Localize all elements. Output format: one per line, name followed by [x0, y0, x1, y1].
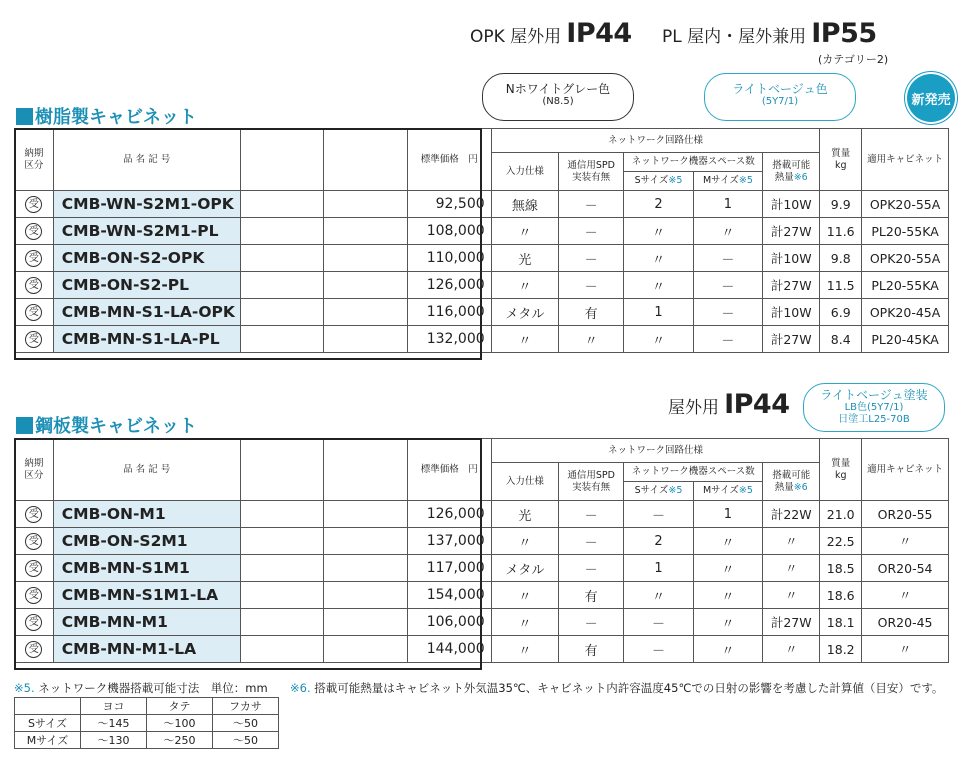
- table-row: [15, 245, 949, 272]
- cabinet-cell: OR20-54: [862, 555, 949, 582]
- opk-label: OPK 屋外用: [470, 27, 562, 47]
- delivery-cell: [15, 299, 54, 326]
- heat-cell: 計22W: [763, 501, 820, 528]
- spd-cell: －: [559, 555, 624, 582]
- cabinet-cell: OPK20-45A: [862, 299, 949, 326]
- m-size-cell: －: [693, 245, 762, 272]
- blank-cell: [240, 299, 324, 326]
- device-space-header: ネットワーク機器スペース数: [624, 463, 763, 482]
- s-size-header: Sサイズ※5: [624, 482, 693, 501]
- spd-cell: 有: [559, 582, 624, 609]
- cabinet-header: 適用キャビネット: [862, 439, 949, 501]
- s-size-cell: 〃: [624, 582, 693, 609]
- paint-color-pill: ライトベージュ塗装 LB色(5Y7/1) 日塗工L25-70B: [803, 383, 945, 432]
- cabinet-cell: 〃: [862, 636, 949, 663]
- input-cell: 無線: [491, 191, 558, 218]
- steel-outdoor-label: 屋外用: [668, 398, 719, 418]
- pl-rating-group: [662, 18, 877, 49]
- s-size-cell: －: [624, 501, 693, 528]
- price-cell: 126,000: [407, 272, 491, 299]
- delivery-mark-icon: 受: [25, 196, 42, 213]
- s-size-cell: 1: [624, 299, 693, 326]
- s-size-cell: －: [624, 609, 693, 636]
- weight-cell: 11.6: [820, 218, 862, 245]
- section-square-icon: [16, 417, 33, 434]
- spd-cell: －: [559, 609, 624, 636]
- size-table-cell: Sサイズ: [15, 715, 81, 732]
- cabinet-cell: OPK20-55A: [862, 191, 949, 218]
- s-size-cell: 〃: [624, 218, 693, 245]
- price-cell: 117,000: [407, 555, 491, 582]
- delivery-cell: [15, 609, 54, 636]
- blank-cell: [240, 326, 324, 353]
- blank-cell: [240, 555, 324, 582]
- blank-header: [324, 439, 408, 501]
- input-cell: 〃: [491, 582, 558, 609]
- m-size-cell: －: [693, 326, 762, 353]
- heat-cell: 〃: [763, 582, 820, 609]
- spd-cell: 有: [559, 299, 624, 326]
- delivery-mark-icon: 受: [25, 506, 42, 523]
- m-size-header: Mサイズ※5: [693, 172, 762, 191]
- input-cell: 〃: [491, 326, 558, 353]
- table-row: [15, 326, 949, 353]
- network-spec-header: ネットワーク回路仕様: [491, 129, 820, 153]
- cabinet-cell: PL20-55KA: [862, 272, 949, 299]
- input-cell: 光: [491, 245, 558, 272]
- spd-header: 通信用SPD 実装有無: [559, 153, 624, 191]
- price-cell: 116,000: [407, 299, 491, 326]
- m-size-cell: 〃: [693, 528, 762, 555]
- spd-cell: 〃: [559, 326, 624, 353]
- weight-cell: 22.5: [820, 528, 862, 555]
- blank-header: [240, 439, 324, 501]
- heat-cell: 計10W: [763, 191, 820, 218]
- spd-header: 通信用SPD 実装有無: [559, 463, 624, 501]
- blank-cell: [324, 609, 408, 636]
- blank-cell: [240, 528, 324, 555]
- heat-cell: 計10W: [763, 245, 820, 272]
- blank-cell: [240, 272, 324, 299]
- s-size-cell: 2: [624, 191, 693, 218]
- weight-cell: 9.9: [820, 191, 862, 218]
- price-cell: 154,000: [407, 582, 491, 609]
- steel-rating-group: [668, 389, 790, 420]
- blank-cell: [240, 218, 324, 245]
- model-cell: CMB-MN-S1M1: [53, 555, 240, 582]
- cabinet-cell: OPK20-55A: [862, 245, 949, 272]
- input-cell: メタル: [491, 299, 558, 326]
- heat-cell: 〃: [763, 636, 820, 663]
- m-size-cell: 〃: [693, 218, 762, 245]
- weight-header: 質量 kg: [820, 129, 862, 191]
- weight-cell: 18.1: [820, 609, 862, 636]
- model-header: 品 名 記 号: [53, 439, 240, 501]
- weight-cell: 9.8: [820, 245, 862, 272]
- blank-cell: [324, 555, 408, 582]
- model-cell: CMB-MN-S1-LA-OPK: [53, 299, 240, 326]
- price-cell: 144,000: [407, 636, 491, 663]
- pl-rating: IP55: [811, 18, 877, 49]
- spd-cell: －: [559, 245, 624, 272]
- price-cell: 110,000: [407, 245, 491, 272]
- note-5: ※5. ネットワーク機器搭載可能寸法 単位：mm: [14, 681, 268, 695]
- table-row: [15, 299, 949, 326]
- price-cell: 126,000: [407, 501, 491, 528]
- cabinet-cell: 〃: [862, 528, 949, 555]
- m-size-cell: 1: [693, 501, 762, 528]
- m-size-cell: 〃: [693, 609, 762, 636]
- input-cell: 〃: [491, 272, 558, 299]
- model-cell: CMB-ON-S2M1: [53, 528, 240, 555]
- size-dimension-table: [14, 697, 279, 749]
- s-size-cell: －: [624, 636, 693, 663]
- price-cell: 108,000: [407, 218, 491, 245]
- s-size-cell: 〃: [624, 245, 693, 272]
- weight-cell: 18.6: [820, 582, 862, 609]
- size-table-cell: ～50: [213, 732, 279, 749]
- model-cell: CMB-MN-M1-LA: [53, 636, 240, 663]
- table-row: [15, 528, 949, 555]
- delivery-mark-icon: 受: [25, 614, 42, 631]
- steel-outdoor-rating: IP44: [724, 389, 790, 420]
- delivery-mark-icon: 受: [25, 587, 42, 604]
- heat-header: 搭載可能 熱量※6: [763, 153, 820, 191]
- color-beige-pill: ライトベージュ色 (5Y7/1): [704, 73, 856, 121]
- heat-cell: 〃: [763, 528, 820, 555]
- spd-cell: －: [559, 528, 624, 555]
- input-cell: 〃: [491, 636, 558, 663]
- delivery-mark-icon: 受: [25, 223, 42, 240]
- blank-cell: [324, 501, 408, 528]
- resin-spec-table: [14, 128, 949, 353]
- cabinet-cell: PL20-45KA: [862, 326, 949, 353]
- weight-cell: 8.4: [820, 326, 862, 353]
- note-6: ※6. 搭載可能熱量はキャビネット外気温35℃、キャビネット内許容温度45℃での日射の影響を考慮した計算値（目安）です。: [290, 681, 944, 695]
- size-table-cell: ～50: [213, 715, 279, 732]
- delivery-cell: [15, 245, 54, 272]
- weight-cell: 6.9: [820, 299, 862, 326]
- blank-cell: [324, 218, 408, 245]
- steel-section-title: 鋼板製キャビネット: [16, 412, 197, 438]
- weight-cell: 18.5: [820, 555, 862, 582]
- delivery-cell: [15, 218, 54, 245]
- weight-cell: 21.0: [820, 501, 862, 528]
- heat-cell: 計10W: [763, 299, 820, 326]
- steel-spec-table: [14, 438, 949, 663]
- blank-cell: [324, 528, 408, 555]
- table-row: [15, 582, 949, 609]
- s-size-cell: 〃: [624, 272, 693, 299]
- size-table-cell: ～130: [81, 732, 147, 749]
- heat-cell: 計27W: [763, 272, 820, 299]
- heat-header: 搭載可能 熱量※6: [763, 463, 820, 501]
- model-cell: CMB-WN-S2M1-PL: [53, 218, 240, 245]
- section-square-icon: [16, 108, 33, 125]
- model-header: 品 名 記 号: [53, 129, 240, 191]
- size-table-row: [15, 698, 279, 715]
- model-cell: CMB-ON-M1: [53, 501, 240, 528]
- pl-label: PL 屋内・屋外兼用: [662, 27, 807, 47]
- size-table-header: タテ: [147, 698, 213, 715]
- heat-cell: 計27W: [763, 609, 820, 636]
- blank-cell: [240, 191, 324, 218]
- size-table-row: [15, 715, 279, 732]
- cabinet-cell: OR20-55: [862, 501, 949, 528]
- heat-cell: 計27W: [763, 326, 820, 353]
- cabinet-header: 適用キャビネット: [862, 129, 949, 191]
- price-cell: 92,500: [407, 191, 491, 218]
- blank-cell: [324, 636, 408, 663]
- price-header: 標準価格 円: [407, 129, 491, 191]
- delivery-mark-icon: 受: [25, 641, 42, 658]
- s-size-header: Sサイズ※5: [624, 172, 693, 191]
- delivery-cell: [15, 326, 54, 353]
- blank-cell: [324, 245, 408, 272]
- s-size-cell: 〃: [624, 326, 693, 353]
- size-table-cell: ～250: [147, 732, 213, 749]
- delivery-cell: [15, 555, 54, 582]
- s-size-cell: 2: [624, 528, 693, 555]
- delivery-header: 納期 区分: [15, 129, 54, 191]
- blank-cell: [240, 245, 324, 272]
- size-table-cell: ～100: [147, 715, 213, 732]
- input-cell: 光: [491, 501, 558, 528]
- m-size-cell: －: [693, 299, 762, 326]
- heat-cell: 〃: [763, 555, 820, 582]
- m-size-cell: 〃: [693, 555, 762, 582]
- spd-cell: －: [559, 501, 624, 528]
- input-cell: 〃: [491, 218, 558, 245]
- resin-section-title: 樹脂製キャビネット: [16, 103, 197, 129]
- price-cell: 106,000: [407, 609, 491, 636]
- blank-cell: [324, 299, 408, 326]
- model-cell: CMB-WN-S2M1-OPK: [53, 191, 240, 218]
- delivery-mark-icon: 受: [25, 277, 42, 294]
- delivery-mark-icon: 受: [25, 560, 42, 577]
- model-cell: CMB-ON-S2-OPK: [53, 245, 240, 272]
- table-row: [15, 555, 949, 582]
- input-cell: メタル: [491, 555, 558, 582]
- blank-cell: [240, 582, 324, 609]
- blank-cell: [240, 501, 324, 528]
- size-table-cell: Mサイズ: [15, 732, 81, 749]
- weight-cell: 18.2: [820, 636, 862, 663]
- opk-rating: IP44: [566, 18, 632, 49]
- size-table-cell: ～145: [81, 715, 147, 732]
- delivery-cell: [15, 191, 54, 218]
- model-cell: CMB-MN-S1-LA-PL: [53, 326, 240, 353]
- size-table-header: フカサ: [213, 698, 279, 715]
- table-row: [15, 501, 949, 528]
- weight-header: 質量 kg: [820, 439, 862, 501]
- size-table-header: ヨコ: [81, 698, 147, 715]
- model-cell: CMB-ON-S2-PL: [53, 272, 240, 299]
- size-table-row: [15, 732, 279, 749]
- m-size-cell: －: [693, 272, 762, 299]
- cabinet-cell: 〃: [862, 582, 949, 609]
- delivery-mark-icon: 受: [25, 331, 42, 348]
- delivery-cell: [15, 272, 54, 299]
- delivery-cell: [15, 528, 54, 555]
- model-cell: CMB-MN-S1M1-LA: [53, 582, 240, 609]
- opk-rating-group: [470, 18, 632, 49]
- delivery-mark-icon: 受: [25, 250, 42, 267]
- blank-cell: [324, 582, 408, 609]
- table-row: [15, 191, 949, 218]
- table-row: [15, 218, 949, 245]
- spd-cell: －: [559, 191, 624, 218]
- m-size-header: Mサイズ※5: [693, 482, 762, 501]
- delivery-header: 納期 区分: [15, 439, 54, 501]
- device-space-header: ネットワーク機器スペース数: [624, 153, 763, 172]
- size-table-header: [15, 698, 81, 715]
- blank-header: [324, 129, 408, 191]
- blank-header: [240, 129, 324, 191]
- table-row: [15, 272, 949, 299]
- new-release-badge: 新発売: [907, 74, 955, 122]
- table-row: [15, 636, 949, 663]
- spd-cell: 有: [559, 636, 624, 663]
- cabinet-cell: OR20-45: [862, 609, 949, 636]
- blank-cell: [240, 636, 324, 663]
- delivery-mark-icon: 受: [25, 533, 42, 550]
- price-header: 標準価格 円: [407, 439, 491, 501]
- blank-cell: [324, 326, 408, 353]
- price-cell: 137,000: [407, 528, 491, 555]
- delivery-cell: [15, 582, 54, 609]
- delivery-cell: [15, 636, 54, 663]
- s-size-cell: 1: [624, 555, 693, 582]
- color-white-pill: Nホワイトグレー色 (N8.5): [482, 73, 634, 121]
- model-cell: CMB-MN-M1: [53, 609, 240, 636]
- input-header: 入力仕様: [491, 463, 558, 501]
- input-header: 入力仕様: [491, 153, 558, 191]
- m-size-cell: 1: [693, 191, 762, 218]
- heat-cell: 計27W: [763, 218, 820, 245]
- delivery-cell: [15, 501, 54, 528]
- pl-category: (カテゴリー2): [818, 53, 889, 66]
- weight-cell: 11.5: [820, 272, 862, 299]
- m-size-cell: 〃: [693, 582, 762, 609]
- blank-cell: [240, 609, 324, 636]
- spd-cell: －: [559, 218, 624, 245]
- m-size-cell: 〃: [693, 636, 762, 663]
- spd-cell: －: [559, 272, 624, 299]
- delivery-mark-icon: 受: [25, 304, 42, 321]
- price-cell: 132,000: [407, 326, 491, 353]
- input-cell: 〃: [491, 528, 558, 555]
- input-cell: 〃: [491, 609, 558, 636]
- table-row: [15, 609, 949, 636]
- blank-cell: [324, 191, 408, 218]
- blank-cell: [324, 272, 408, 299]
- network-spec-header: ネットワーク回路仕様: [491, 439, 820, 463]
- cabinet-cell: PL20-55KA: [862, 218, 949, 245]
